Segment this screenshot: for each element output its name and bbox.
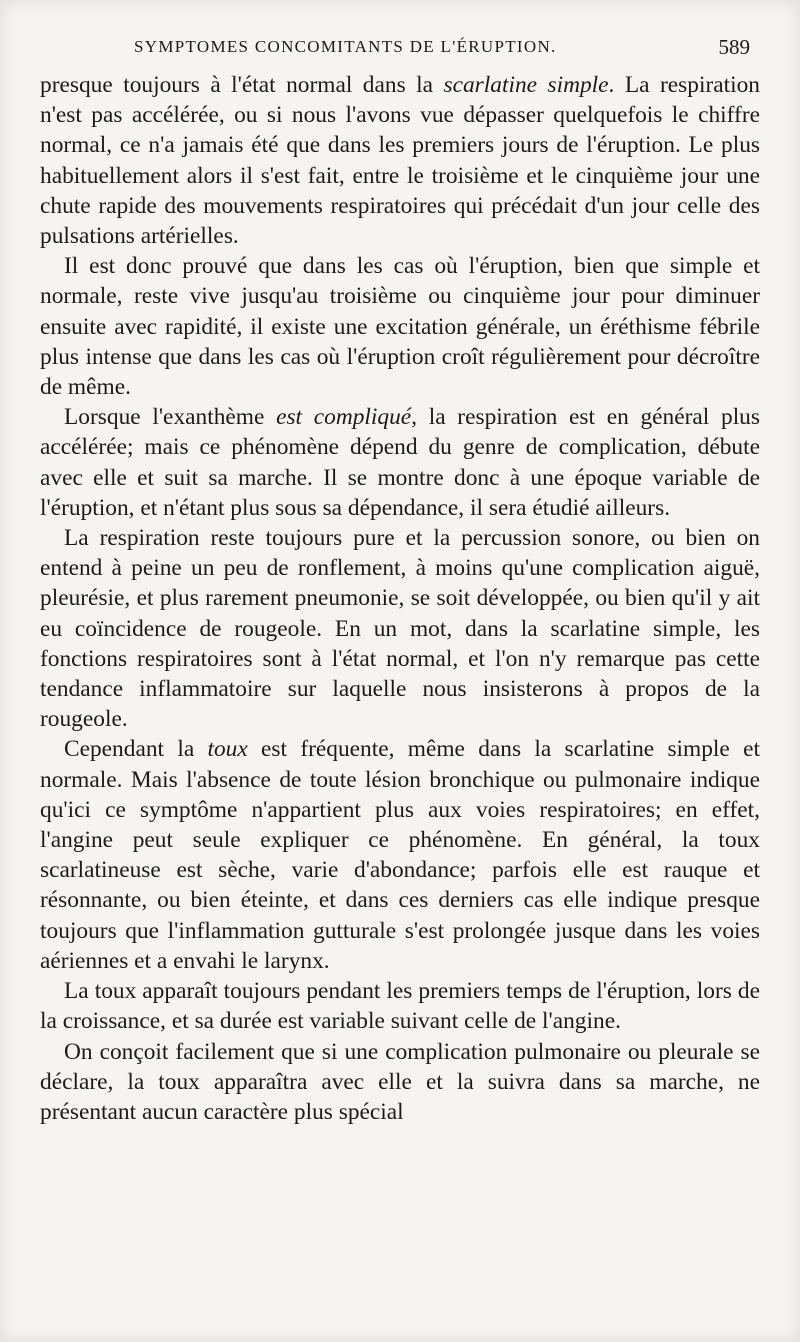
- page-header: [40, 33, 750, 65]
- page-number: 589: [718, 35, 750, 59]
- text-run: est fréquente, même dans la scarlatine simple et normale. Mais l'absence de toute lésion bronchique ou pulmonaire indique qu'ici ce symptôme n'appartient plus aux voies respiratoires; en effet, l'angine peut seule expliquer ce phénomène. En général, la toux scarlatineuse est sèche, varie d'abondance; parfois elle est rauque et résonnante, ou bien éteinte, et dans ces derniers cas elle indique presque toujours que l'inflammation gutturale s'est prolongée jusque dans les voies aériennes et a envahi le larynx.: [40, 736, 760, 974]
- text-run: presque toujours à l'état normal dans la: [40, 72, 444, 98]
- paragraph-1: [40, 70, 760, 251]
- text-run: Lorsque l'exanthème: [64, 404, 277, 431]
- running-title: SYMPTOMES CONCOMITANTS DE L'ÉRUPTION.: [134, 37, 557, 56]
- paragraph-7: On conçoit facilement que si une complication pulmonaire ou pleurale se déclare, la toux apparaîtra avec elle et la suivra dans sa marche, ne présentant aucun caractère plus spécial: [40, 1038, 760, 1125]
- italic-term: toux: [207, 736, 248, 763]
- body-text: [40, 70, 760, 1127]
- paragraph-3: [40, 402, 760, 523]
- paragraph-4: La respiration reste toujours pure et la percussion sonore, ou bien on entend à peine un peu de ronflement, à moins qu'une complication aiguë, pleurésie, et plus rarement pneumonie, se soit développée, ou bien qu'il y ait eu coïncidence de rougeole. En un mot, dans la scarlatine simple, les fonctions respiratoires sont à l'état normal, et l'on n'y remarque pas cette tendance inflammatoire sur laquelle nous insisterons à propos de la rougeole.: [40, 525, 760, 733]
- paragraph-2: Il est donc prouvé que dans les cas où l'éruption, bien que simple et normale, reste vive jusqu'au troisième ou cinquième jour pour diminuer ensuite avec rapidité, il existe une excitation générale, un éréthisme fébrile plus intense que dans les cas où l'éruption croît régulièrement pour décroître de même.: [40, 253, 760, 401]
- italic-term: est compliqué,: [276, 404, 418, 431]
- paragraph-5: [40, 734, 760, 976]
- italic-term: scarlatine simple: [443, 72, 609, 98]
- paragraph-6: La toux apparaît toujours pendant les premiers temps de l'éruption, lors de la croissance, et sa durée est variable suivant celle de l'angine.: [40, 978, 760, 1035]
- text-run: la respiration est en général plus accélérée; mais ce phénomène dépend du genre de complication, débute avec elle et suit sa marche. Il se montre donc à une époque variable de l'éruption, et n'étant plus sous sa dépendance, il sera étudié ailleurs.: [40, 404, 760, 521]
- text-run: . La respiration n'est pas accélérée, ou si nous l'avons vue dépasser quelquefois le chiffre normal, ce n'a jamais été que dans les premiers jours de l'éruption. Le plus habituellement alors il s'est fait, entre le troisième et le cinquième jour une chute rapide des mouvements respiratoires qui précédait d'un jour celle des pulsations artérielles.: [40, 72, 760, 250]
- text-run: Cependant la: [64, 736, 208, 763]
